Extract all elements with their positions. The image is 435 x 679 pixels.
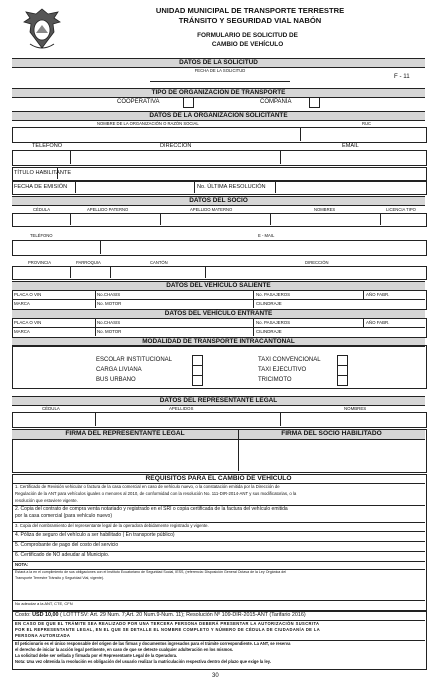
saliente-col-divider-2 <box>253 290 254 308</box>
socio-direccion-field[interactable] <box>206 267 424 277</box>
nombre-organizacion-label: NOMBRE DE LA ORGANIZACIÓN O RAZÓN SOCIAL <box>97 121 199 126</box>
modalidad-taxi-ejecutivo-label: TAXI EJECUTIVO <box>258 367 307 373</box>
costo-legal: ( LOTTTSV: Art. 29 Num. 7;Art. 20 Num.9-Num. 11); Resolución Nº 109-DIR-2015-ANT (Tarifario 2016) <box>58 612 306 618</box>
saliente-col-divider-3 <box>363 290 364 299</box>
firma-representante-label: FIRMA DEL REPRESENTANTE LEGAL <box>65 430 185 437</box>
entrante-motor-field[interactable] <box>122 328 252 335</box>
section-title-socio: DATOS DEL SOCIO <box>189 196 248 204</box>
form-title: FORMULARIO DE SOLICITUD DE <box>197 32 298 39</box>
org-fechas-divider-2 <box>194 181 195 193</box>
socio-nombres-field[interactable] <box>271 214 379 224</box>
modalidad-carga-label: CARGA LIVIANA <box>96 367 142 373</box>
ultima-resolucion-label: No. ÚLTIMA RESOLUCIÓN <box>197 184 266 190</box>
saliente-ano-field[interactable] <box>392 291 424 298</box>
org-nombre-field[interactable] <box>13 128 299 140</box>
fecha-emision-field[interactable] <box>76 182 193 192</box>
footer-notice-line3: PERSONA AUTORIZADA <box>15 633 71 638</box>
requisito-1-line3: resolución que estuviere vigente. <box>15 498 78 503</box>
socio-licencia-field[interactable] <box>381 214 424 224</box>
firma-socio-field[interactable] <box>239 439 424 470</box>
section-title-solicitud: DATOS DE LA SOLICITUD <box>179 58 258 66</box>
requisitos-nota-2: No adeudar a la ANT, CTE, CFN <box>15 601 73 606</box>
socio-canton-label: CANTÓN <box>150 260 168 265</box>
saliente-ano-label: AÑO FABR. <box>366 292 390 297</box>
requisito-2-line1: 2. Copia del contrato de compra venta notariado y registrado en el SRI o copia certificada de la factura del vehículo emitida <box>15 506 288 512</box>
costo-line <box>15 613 306 618</box>
modalidad-tricimoto-checkbox[interactable] <box>337 375 348 386</box>
socio-parroquia-label: PARROQUIA <box>76 260 101 265</box>
representante-cedula-field[interactable] <box>13 413 94 425</box>
saliente-motor-field[interactable] <box>122 300 252 307</box>
section-title-modalidad: MODALIDAD DE TRANSPORTE INTRACANTONAL <box>142 337 295 345</box>
coat-of-arms-icon <box>20 6 64 52</box>
org-direccion-field[interactable] <box>71 151 279 163</box>
org-email-field[interactable] <box>281 151 424 163</box>
modalidad-taxi-convencional-label: TAXI CONVENCIONAL <box>258 357 321 363</box>
entrante-placa-field[interactable] <box>40 319 94 326</box>
requisito-1-line1: 1. Certificado de Revisión vehicular o factura de la casa comercial en caso de vehículo nuevo, o la constatación emitida por la Dirección de <box>15 484 280 489</box>
entrante-col-divider-2 <box>253 318 254 336</box>
entrante-ano-field[interactable] <box>392 319 424 326</box>
requisito-6: 6. Certificado de NO adeudar al Municipio. <box>15 552 110 558</box>
socio-provincia-field[interactable] <box>13 267 69 277</box>
footer-responsability-line2: el derecho de iniciar la acción legal pertinente, en caso de que se detecte cualquier adulteración en los mismos. <box>15 647 234 652</box>
org-email-label: EMAIL <box>342 143 359 149</box>
socio-parroquia-field[interactable] <box>71 267 109 277</box>
saliente-marca-label: MARCA <box>14 301 30 306</box>
socio-nombres-label: NOMBRES <box>314 207 336 212</box>
ruc-label: RUC <box>362 121 372 126</box>
modalidad-tricimoto-label: TRICIMOTO <box>258 377 292 383</box>
saliente-chasis-field[interactable] <box>122 291 252 298</box>
representante-apellidos-label: APELLIDOS <box>169 406 194 411</box>
form-subtitle: CAMBIO DE VEHÍCULO <box>211 41 284 48</box>
socio-telefono-label: TELÉFONO <box>30 233 53 238</box>
saliente-motor-label: No. MOTOR <box>97 301 122 306</box>
representante-nombres-field[interactable] <box>281 413 424 425</box>
section-title-organizacion: DATOS DE LA ORGANIZACIÓN SOLICITANTE <box>149 111 288 119</box>
representante-apellidos-field[interactable] <box>96 413 279 425</box>
socio-cedula-field[interactable] <box>13 214 69 224</box>
entrante-placa-label: PLACA O VIN <box>14 320 42 325</box>
socio-apellido-paterno-label: APELLIDO PATERNO <box>87 207 129 212</box>
costo-prefix: Costo: <box>15 612 33 618</box>
titulo-habilitante-field[interactable] <box>58 168 424 178</box>
requisito-5: 5. Comprobante de pago del costo del servicio <box>15 542 119 548</box>
footer-responsability-line3: La solicitud debe ser sellada y firmada por el Representante Legal de la Operadora. <box>15 653 178 658</box>
entrante-col-divider-3 <box>363 318 364 327</box>
entrante-marca-label: MARCA <box>14 329 30 334</box>
saliente-pasajeros-label: No. PASAJEROS <box>256 292 291 297</box>
requisitos-title: REQUISITOS PARA EL CAMBIO DE VEHÍCULO <box>145 475 292 482</box>
socio-email-label: E - MAIL <box>258 233 275 238</box>
entrante-motor-label: No. MOTOR <box>97 329 122 334</box>
representante-nombres-label: NOMBRES <box>344 406 367 411</box>
representante-cedula-label: CÉDULA <box>42 406 60 411</box>
saliente-placa-label: PLACA O VIN <box>14 292 42 297</box>
cooperativa-label: COOPERATIVA <box>117 99 160 105</box>
socio-apellido-paterno-field[interactable] <box>71 214 159 224</box>
section-title-tipo-organizacion: TIPO DE ORGANIZACIÓN DE TRANSPORTE <box>151 88 286 96</box>
fecha-emision-label: FECHA DE EMISIÓN <box>14 184 68 190</box>
compania-label: COMPAÑÍA <box>260 99 292 105</box>
entrante-pasajeros-label: No. PASAJEROS <box>256 320 291 325</box>
socio-telefono-field[interactable] <box>13 241 99 253</box>
requisitos-nota-label: NOTA: <box>15 562 29 567</box>
requisito-3: 3. Copia del nombramiento del representante legal de la operadora debidamente registrado y vigente. <box>15 523 209 528</box>
requisito-2-line2: por la casa comercial (para vehículo nuevo) <box>15 513 112 519</box>
modalidad-box <box>12 345 427 389</box>
entrante-chasis-field[interactable] <box>122 319 252 326</box>
footer-responsability-line4: Nota: Una vez obtenida la resolución es obligación del usuario realizar la matriculación respectiva dentro del plazo que exige la ley. <box>15 659 271 664</box>
firma-representante-field[interactable] <box>13 439 237 470</box>
page-number: 30 <box>212 673 219 679</box>
requisitos-divider-9 <box>12 600 425 601</box>
socio-provincia-label: PROVINCIA <box>28 260 52 265</box>
section-title-representante: DATOS DEL REPRESENTANTE LEGAL <box>159 396 278 404</box>
saliente-chasis-label: No.CHASIS <box>97 292 121 297</box>
socio-licencia-label: LICENCIA TIPO <box>386 207 416 212</box>
institution-subtitle: TRÁNSITO Y SEGURIDAD VIAL NABÓN <box>178 16 322 25</box>
socio-cedula-label: CÉDULA <box>33 207 50 212</box>
requisitos-nota-line1: Estará a la en el cumplimiento de sus obligaciones con el Instituto Ecuatoriano de Seguridad Social, IESS, (referencia: Disposición General Octava de la Ley Orgánica del <box>15 570 287 574</box>
form-code: F - 11 <box>394 73 410 80</box>
org-telefono-label: TELÉFONO <box>32 143 63 149</box>
entrante-marca-field[interactable] <box>40 328 94 335</box>
ultima-resolucion-field[interactable] <box>276 182 424 192</box>
saliente-col-divider-1 <box>95 290 96 308</box>
saliente-pasajeros-field[interactable] <box>290 291 362 298</box>
requisito-1-line2: Regulación de la ANT para vehículos iguales o menores al 2010, de conformidad con la resolución No. 111-DIR-2014-ANT y sus modificatorias, o la <box>15 491 297 496</box>
entrante-chasis-label: No.CHASIS <box>97 320 121 325</box>
socio-email-field[interactable] <box>101 241 424 253</box>
entrante-cilindraje-field[interactable] <box>290 328 424 335</box>
fecha-solicitud-field[interactable] <box>150 75 290 82</box>
socio-apellido-materno-field[interactable] <box>161 214 269 224</box>
footer-notice-line2: POR EL REPRESENTANTE LEGAL, EN EL QUE SE DETALLE EL NOMBRE COMPLETO Y NÚMERO DE CÉDULA DE CIUDADANÍA DE LA <box>15 627 321 632</box>
titulo-habilitante-label: TÍTULO HABILITANTE <box>14 170 72 176</box>
fecha-solicitud-label: FECHA DE LA SOLICITUD <box>194 68 246 73</box>
saliente-cilindraje-field[interactable] <box>290 300 424 307</box>
cooperativa-checkbox[interactable] <box>183 97 194 108</box>
firma-socio-label: FIRMA DEL SOCIO HABILITADO <box>281 430 382 437</box>
footer-notice-line1: EN CASO DE QUE EL TRÁMITE SEA REALIZADO POR UNA TERCERA PERSONA DEBERÁ PRESENTAR LA AUTORIZACIÓN SUSCRITA <box>15 621 320 626</box>
saliente-cilindraje-label: CILINDRAJE <box>256 301 282 306</box>
modalidad-bus-label: BUS URBANO <box>96 377 136 383</box>
section-title-vehiculo-entrante: DATOS DEL VEHÍCULO ENTRANTE <box>164 309 273 317</box>
socio-canton-field[interactable] <box>111 267 204 277</box>
saliente-marca-field[interactable] <box>40 300 94 307</box>
entrante-ano-label: AÑO FABR. <box>366 320 390 325</box>
org-telefono-field[interactable] <box>13 151 69 163</box>
compania-checkbox[interactable] <box>309 97 320 108</box>
modalidad-bus-checkbox[interactable] <box>192 375 203 386</box>
institution-name: UNIDAD MUNICIPAL DE TRANSPORTE TERRESTRE <box>155 6 345 15</box>
socio-apellido-materno-label: APELLIDO MATERNO <box>190 207 233 212</box>
entrante-col-divider-1 <box>95 318 96 336</box>
modalidad-escolar-label: ESCOLAR INSTITUCIONAL <box>96 357 173 363</box>
socio-direccion-label: DIRECCIÓN <box>305 260 329 265</box>
org-ruc-field[interactable] <box>301 128 424 140</box>
entrante-pasajeros-field[interactable] <box>290 319 362 326</box>
entrante-cilindraje-label: CILINDRAJE <box>256 329 282 334</box>
requisito-4: 4. Póliza de seguro del vehículo a ser habilitado ( En transporte público) <box>15 532 175 538</box>
footer-responsability-line1: El peticionario es el único responsable del origen de las firmas y documentos ingresados para el trámite correspondiente. La ANT, se reserva <box>15 641 291 646</box>
costo-value: USD 10,00 <box>32 612 59 618</box>
requisitos-divider-7 <box>12 561 425 562</box>
org-direccion-label: DIRECCIÓN <box>160 143 192 149</box>
section-title-vehiculo-saliente: DATOS DEL VEHÍCULO SALIENTE <box>166 281 271 289</box>
saliente-placa-field[interactable] <box>40 291 94 298</box>
requisitos-nota-line2: Transporte Terrestre Tránsito y Seguridad Vial, vigente). <box>15 576 105 580</box>
